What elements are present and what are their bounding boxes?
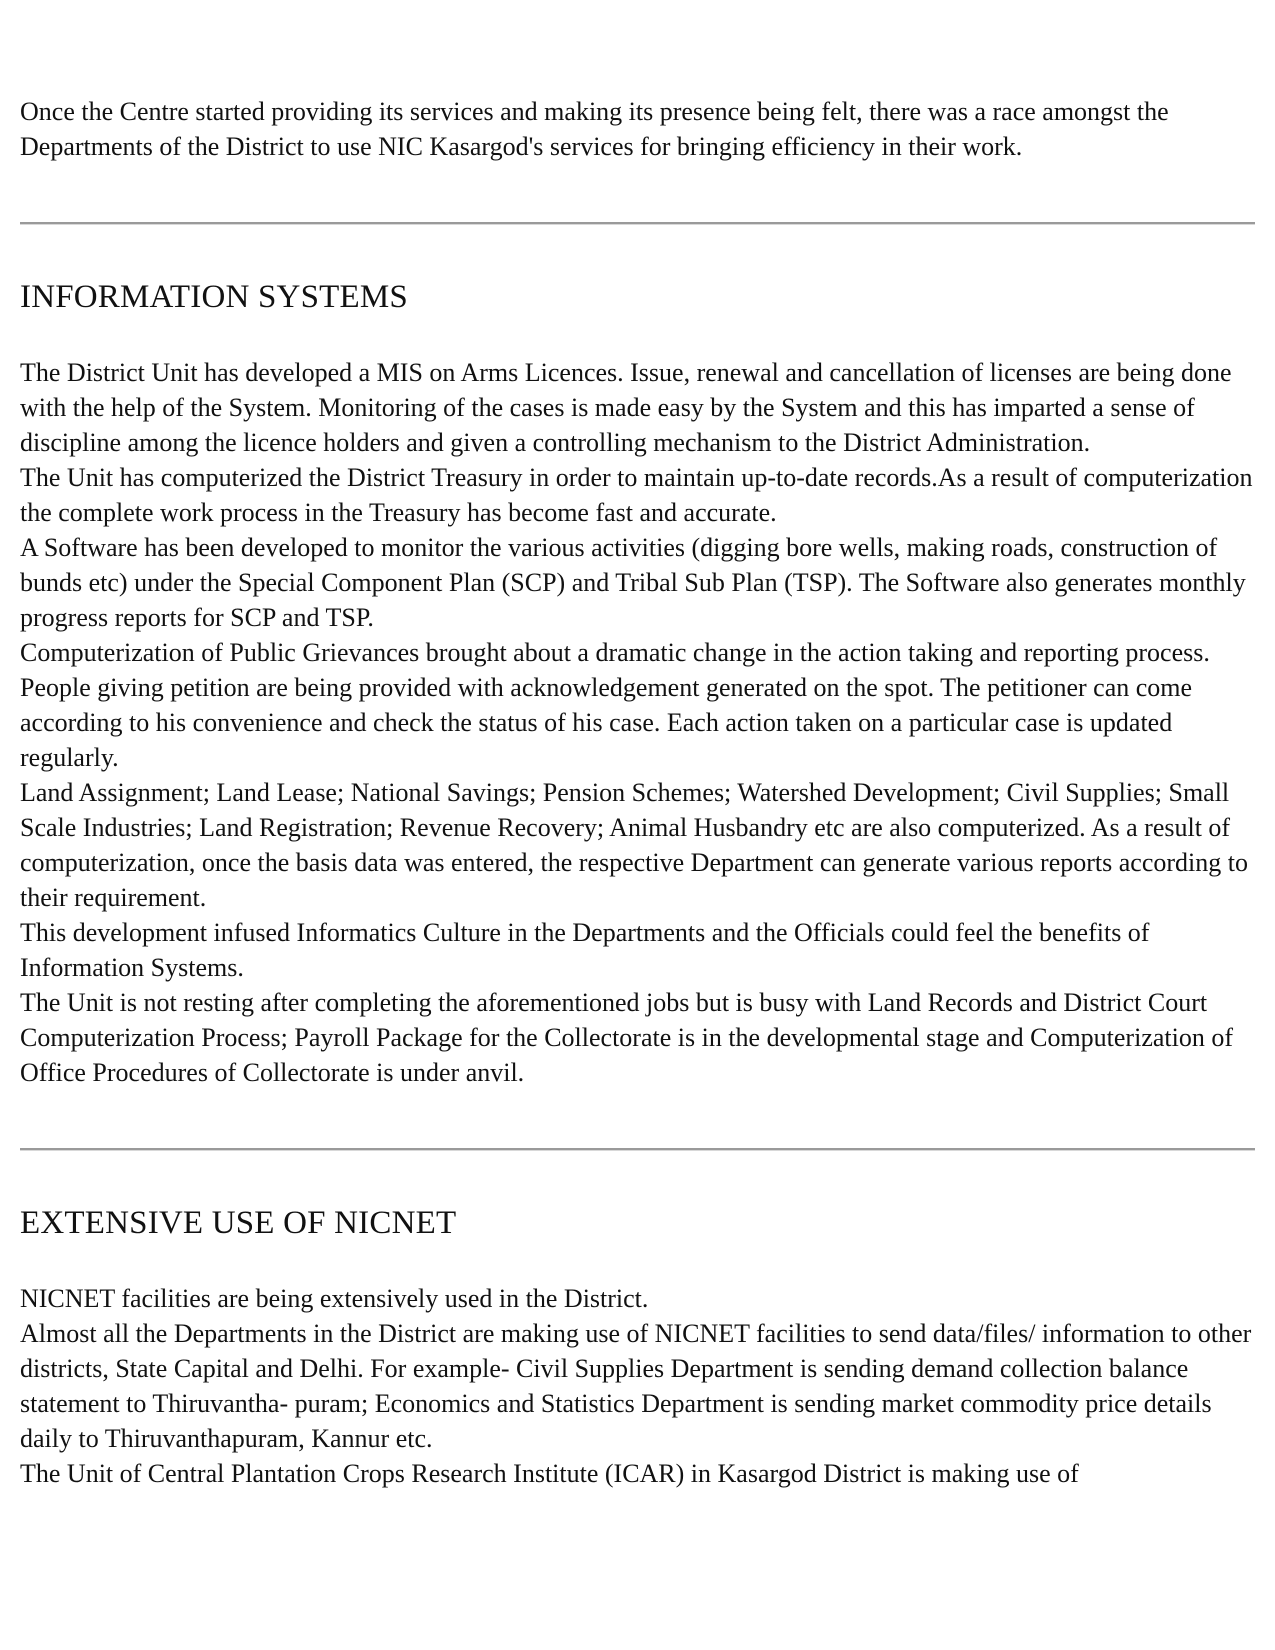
paragraph-land-assignment: Land Assignment; Land Lease; National Savings; Pension Schemes; Watershed Development; Civil Supplies; Small Scale Industries; Land Registration; Revenue Recovery; Animal Husbandry etc are also computerized. As a result of computerization, once the basis data was entered, the respective Department can generate various reports according to their requirement. <box>20 778 1248 912</box>
paragraph-nicnet-facilities: NICNET facilities are being extensively used in the District. <box>20 1284 649 1313</box>
intro-paragraph: Once the Centre started providing its services and making its presence being felt, there was a race amongst the Departments of the District to use NIC Kasargod's services for bringing efficiency in their work. <box>20 97 1169 161</box>
section-divider <box>20 1148 1255 1151</box>
heading-extensive-use-of-nicnet: EXTENSIVE USE OF NICNET <box>20 1205 457 1241</box>
section-divider <box>20 222 1255 225</box>
paragraph-departments-usage: Almost all the Departments in the District are making use of NICNET facilities to send data/files/ information to other districts, State Capital and Delhi. For example- Civil Supplies Department is sending demand collection balance statement to Thiruvantha- puram; Economics and Statistics Department is sending market commodity price details daily to Thiruvanthapuram, Kannur etc. <box>20 1319 1252 1453</box>
paragraph-treasury: The Unit has computerized the District Treasury in order to maintain up-to-date records.As a result of computerization the complete work process in the Treasury has become fast and accurate. <box>20 463 1253 527</box>
paragraph-cpcri-unit: The Unit of Central Plantation Crops Research Institute (ICAR) in Kasargod District is making use of <box>20 1459 1079 1488</box>
document-page <box>20 94 1255 1491</box>
nicnet-body <box>20 1281 1255 1491</box>
paragraph-ongoing-work: The Unit is not resting after completing the aforementioned jobs but is busy with Land Records and District Court Computerization Process; Payroll Package for the Collectorate is in the developmental stage and Computerization of Office Procedures of Collectorate is under anvil. <box>20 988 1233 1087</box>
paragraph-informatics-culture: This development infused Informatics Culture in the Departments and the Officials could feel the benefits of Information Systems. <box>20 918 1150 982</box>
paragraph-arms-licences: The District Unit has developed a MIS on Arms Licences. Issue, renewal and cancellation of licenses are being done with the help of the System. Monitoring of the cases is made easy by the System and this has imparted a sense of discipline among the licence holders and given a controlling mechanism to the District Administration. <box>20 358 1232 457</box>
paragraph-public-grievances: Computerization of Public Grievances brought about a dramatic change in the action taking and reporting process. People giving petition are being provided with acknowledgement generated on the spot. The petitioner can come according to his convenience and check the status of his case. Each action taken on a particular case is updated regularly. <box>20 638 1210 772</box>
paragraph-scp-tsp: A Software has been developed to monitor the various activities (digging bore wells, making roads, construction of bunds etc) under the Special Component Plan (SCP) and Tribal Sub Plan (TSP). The Software also generates monthly progress reports for SCP and TSP. <box>20 533 1246 632</box>
heading-information-systems: INFORMATION SYSTEMS <box>20 279 408 315</box>
information-systems-body <box>20 355 1255 1090</box>
